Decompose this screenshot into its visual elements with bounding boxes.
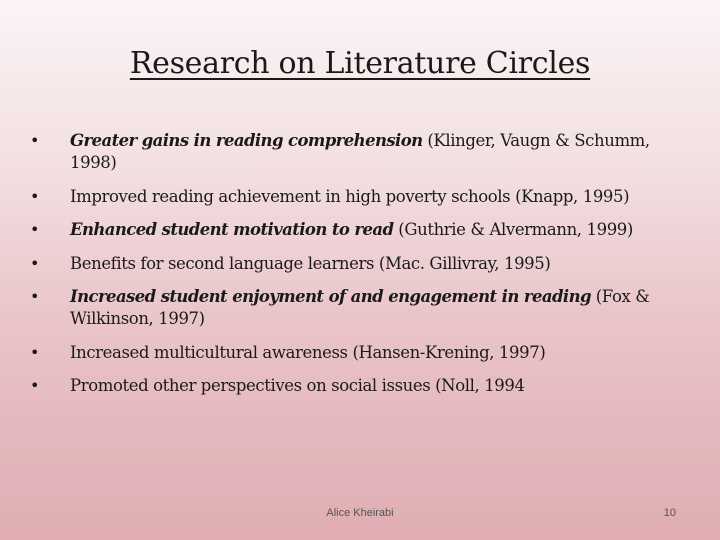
bullet-emphasis: Greater gains in reading comprehension <box>70 131 423 150</box>
bullet-text: Benefits for second language learners (Mac. Gillivray, 1995) <box>70 253 551 273</box>
bullet-dot-icon: • <box>30 220 40 239</box>
bullet-text: (Klinger, Vaugn & Schumm, 1998) <box>70 131 650 172</box>
bullet-dot-icon: • <box>30 287 40 306</box>
bullet-emphasis: Enhanced student motivation to read <box>70 220 394 239</box>
bullet-text: Promoted other perspectives on social issues (Noll, 1994 <box>70 376 525 395</box>
bullet-list <box>30 130 650 409</box>
bullet-dot-icon: • <box>30 186 40 206</box>
slide-title-text: Research on Literature Circles <box>129 46 591 81</box>
bullet-item <box>30 130 650 174</box>
bullet-item <box>30 219 650 241</box>
bullet-dot-icon: • <box>30 131 40 150</box>
bullet-text: (Guthrie & Alvermann, 1999) <box>393 220 633 239</box>
bullet-dot-icon: • <box>30 342 40 362</box>
bullet-dot-icon: • <box>30 376 40 395</box>
page-number: 10 <box>663 507 676 519</box>
bullet-item <box>30 342 650 364</box>
bullet-item <box>30 375 650 397</box>
slide-title <box>0 44 720 84</box>
footer-author: Alice Kheirabi <box>326 507 394 519</box>
bullet-dot-icon: • <box>30 253 40 273</box>
bullet-text: Increased multicultural awareness (Hansen-Krening, 1997) <box>70 342 546 362</box>
bullet-item <box>30 286 650 330</box>
bullet-item <box>30 186 650 208</box>
bullet-item <box>30 253 650 275</box>
bullet-emphasis: Increased student enjoyment of and engagement in reading <box>70 287 591 306</box>
bullet-text: (Fox & Wilkinson, 1997) <box>70 287 650 328</box>
bullet-text: Improved reading achievement in high poverty schools (Knapp, 1995) <box>70 186 630 206</box>
